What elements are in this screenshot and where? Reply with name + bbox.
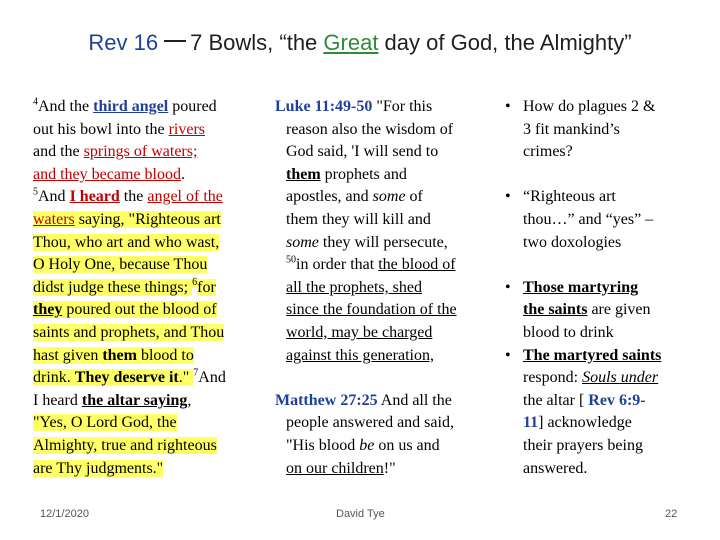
title-dash <box>164 40 186 42</box>
bullet-spacer <box>505 164 690 187</box>
rev-line: Almighty, true and righteous <box>33 436 217 454</box>
bullet-line: answered. <box>523 459 588 477</box>
bullet-item: • The martyred saints <box>505 346 662 364</box>
title-great: Great <box>323 30 379 55</box>
xref-spacer <box>275 367 489 390</box>
rev-line: $^5$And I heard the angel of the <box>33 187 223 206</box>
xref-line: reason also the wisdom of <box>286 120 454 138</box>
bullet-line: 3 fit mankind’s <box>523 120 620 138</box>
bullet-line: 11] acknowledge <box>523 414 632 432</box>
slide-title <box>0 30 720 56</box>
bullet-line: respond: Souls under <box>523 369 659 387</box>
footer-author: David Tye <box>336 508 385 520</box>
xref-line: on our children!" <box>286 459 396 477</box>
xref-line: them prophets and <box>286 165 407 183</box>
bullet-line: blood to drink <box>523 323 614 341</box>
footer-date: 12/1/2020 <box>40 508 89 520</box>
bullet-item: • How do plagues 2 & <box>505 98 656 115</box>
rev-line: and they became blood. <box>33 165 185 183</box>
xref-line: them they will kill and <box>286 210 431 228</box>
rev-line: I heard the altar saying, <box>33 391 192 409</box>
rev-line: saints and prophets, and Thou <box>33 323 225 341</box>
rev-line: $^4$And the third angel poured <box>33 96 217 115</box>
bullet-line: thou…” and “yes” – <box>523 210 654 228</box>
rev-line: waters saying, "Righteous art <box>33 210 221 228</box>
bullet-line: crimes? <box>523 143 573 161</box>
xref-line: "His blood be on us and <box>286 436 440 454</box>
xref-line: $^{50}$in order that the blood of <box>286 254 456 274</box>
xref-line: all the prophets, shed <box>286 278 422 296</box>
footer-page-number: 22 <box>665 508 678 520</box>
rev-line: "Yes, O Lord God, the <box>33 414 177 432</box>
title-ref: Rev 16 <box>88 30 159 55</box>
rev-line: didst judge these things; $^6$for <box>33 277 216 296</box>
rev-line: out his bowl into the rivers <box>33 120 205 138</box>
title-text-1: 7 Bowls, “the <box>190 30 324 55</box>
rev-line: Thou, who art and who wast, <box>33 233 220 251</box>
bullet-line: two doxologies <box>523 233 622 251</box>
xref-line: God said, 'I will send to <box>286 143 439 161</box>
cross-reference-column <box>275 96 489 480</box>
revelation-column <box>33 96 269 480</box>
xref-line: apostles, and some of <box>286 188 423 206</box>
xref-line: Matthew 27:25 And all the <box>275 391 452 409</box>
bullet-line: their prayers being <box>523 436 643 454</box>
xref-line: against this generation, <box>286 346 434 364</box>
title-text-2: day of God, the Almighty” <box>378 30 632 55</box>
bullet-spacer <box>505 254 690 277</box>
bullet-line: the saints are given <box>523 301 651 319</box>
rev-line: and the springs of waters; <box>33 143 198 161</box>
rev-line: drink. They deserve it." $^7$And <box>33 367 226 387</box>
rev-line: O Holy One, because Thou <box>33 256 208 274</box>
bullet-item: • “Righteous art <box>505 188 616 206</box>
xref-line: world, may be charged <box>286 323 433 341</box>
rev-line: hast given them blood to <box>33 346 194 364</box>
commentary-column <box>505 96 690 480</box>
xref-line: people answered and said, <box>286 414 454 432</box>
bullet-item: • Those martyring <box>505 278 639 296</box>
bullet-line: the altar [ Rev 6:9- <box>523 391 646 409</box>
xref-line: since the foundation of the <box>286 301 457 319</box>
xref-line: some they will persecute, <box>286 233 448 251</box>
rev-line: they poured out the blood of <box>33 301 217 319</box>
xref-line: Luke 11:49-50 "For this <box>275 98 433 115</box>
rev-line: are Thy judgments." <box>33 459 164 477</box>
